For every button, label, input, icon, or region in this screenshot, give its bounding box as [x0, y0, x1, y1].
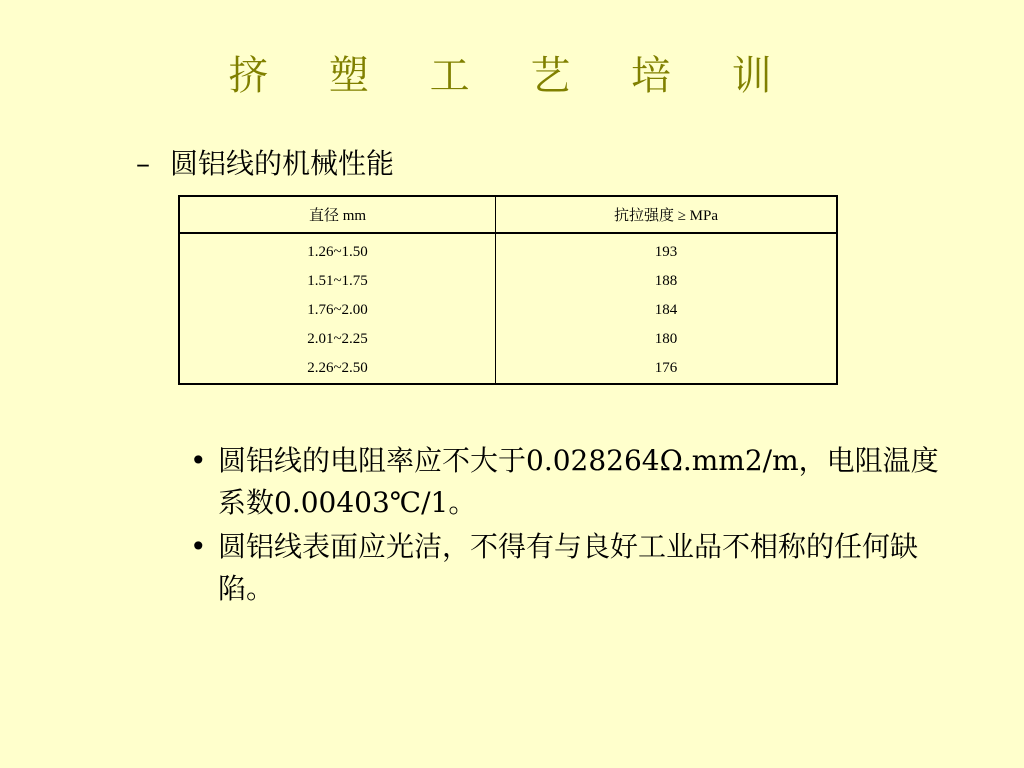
tensile-strength-cell [496, 233, 838, 384]
mechanical-properties-table [178, 195, 838, 385]
diameter-value: 1.76~2.00 [307, 302, 368, 318]
diameter-value: 1.26~1.50 [307, 244, 368, 260]
tensile-strength-value: 176 [654, 360, 678, 376]
list-item [190, 440, 940, 524]
slide-title: 挤 塑 工 艺 培 训 [228, 53, 796, 99]
column-header-diameter: 直径 mm [179, 196, 496, 233]
tensile-strength-value: 188 [654, 273, 678, 289]
bullet-text: 圆铝线表面应光洁，不得有与良好工业品不相称的任何缺陷。 [218, 530, 919, 605]
table-row [179, 233, 837, 384]
dash-marker: – [136, 147, 150, 180]
diameter-value: 2.26~2.50 [307, 360, 368, 376]
diameter-value: 2.01~2.25 [307, 331, 368, 347]
list-item [190, 526, 940, 610]
column-header-tensile-strength: 抗拉强度 ≥ MPa [496, 196, 838, 233]
table-header-row [179, 196, 837, 233]
bullet-text: 圆铝线的电阻率应不大于0.028264Ω.mm2/m，电阻温度系数0.00403℃/1。 [218, 444, 939, 519]
tensile-strength-value: 193 [654, 244, 678, 260]
bullet-marker: • [190, 444, 207, 477]
bullet-marker: • [190, 530, 207, 563]
diameter-cell [179, 233, 496, 384]
diameter-value: 1.51~1.75 [307, 273, 368, 289]
tensile-strength-value: 180 [654, 331, 678, 347]
tensile-strength-value: 184 [654, 302, 678, 318]
subheading-text: 圆铝线的机械性能 [170, 147, 395, 180]
subheading [136, 144, 394, 184]
bullet-list [190, 440, 940, 612]
